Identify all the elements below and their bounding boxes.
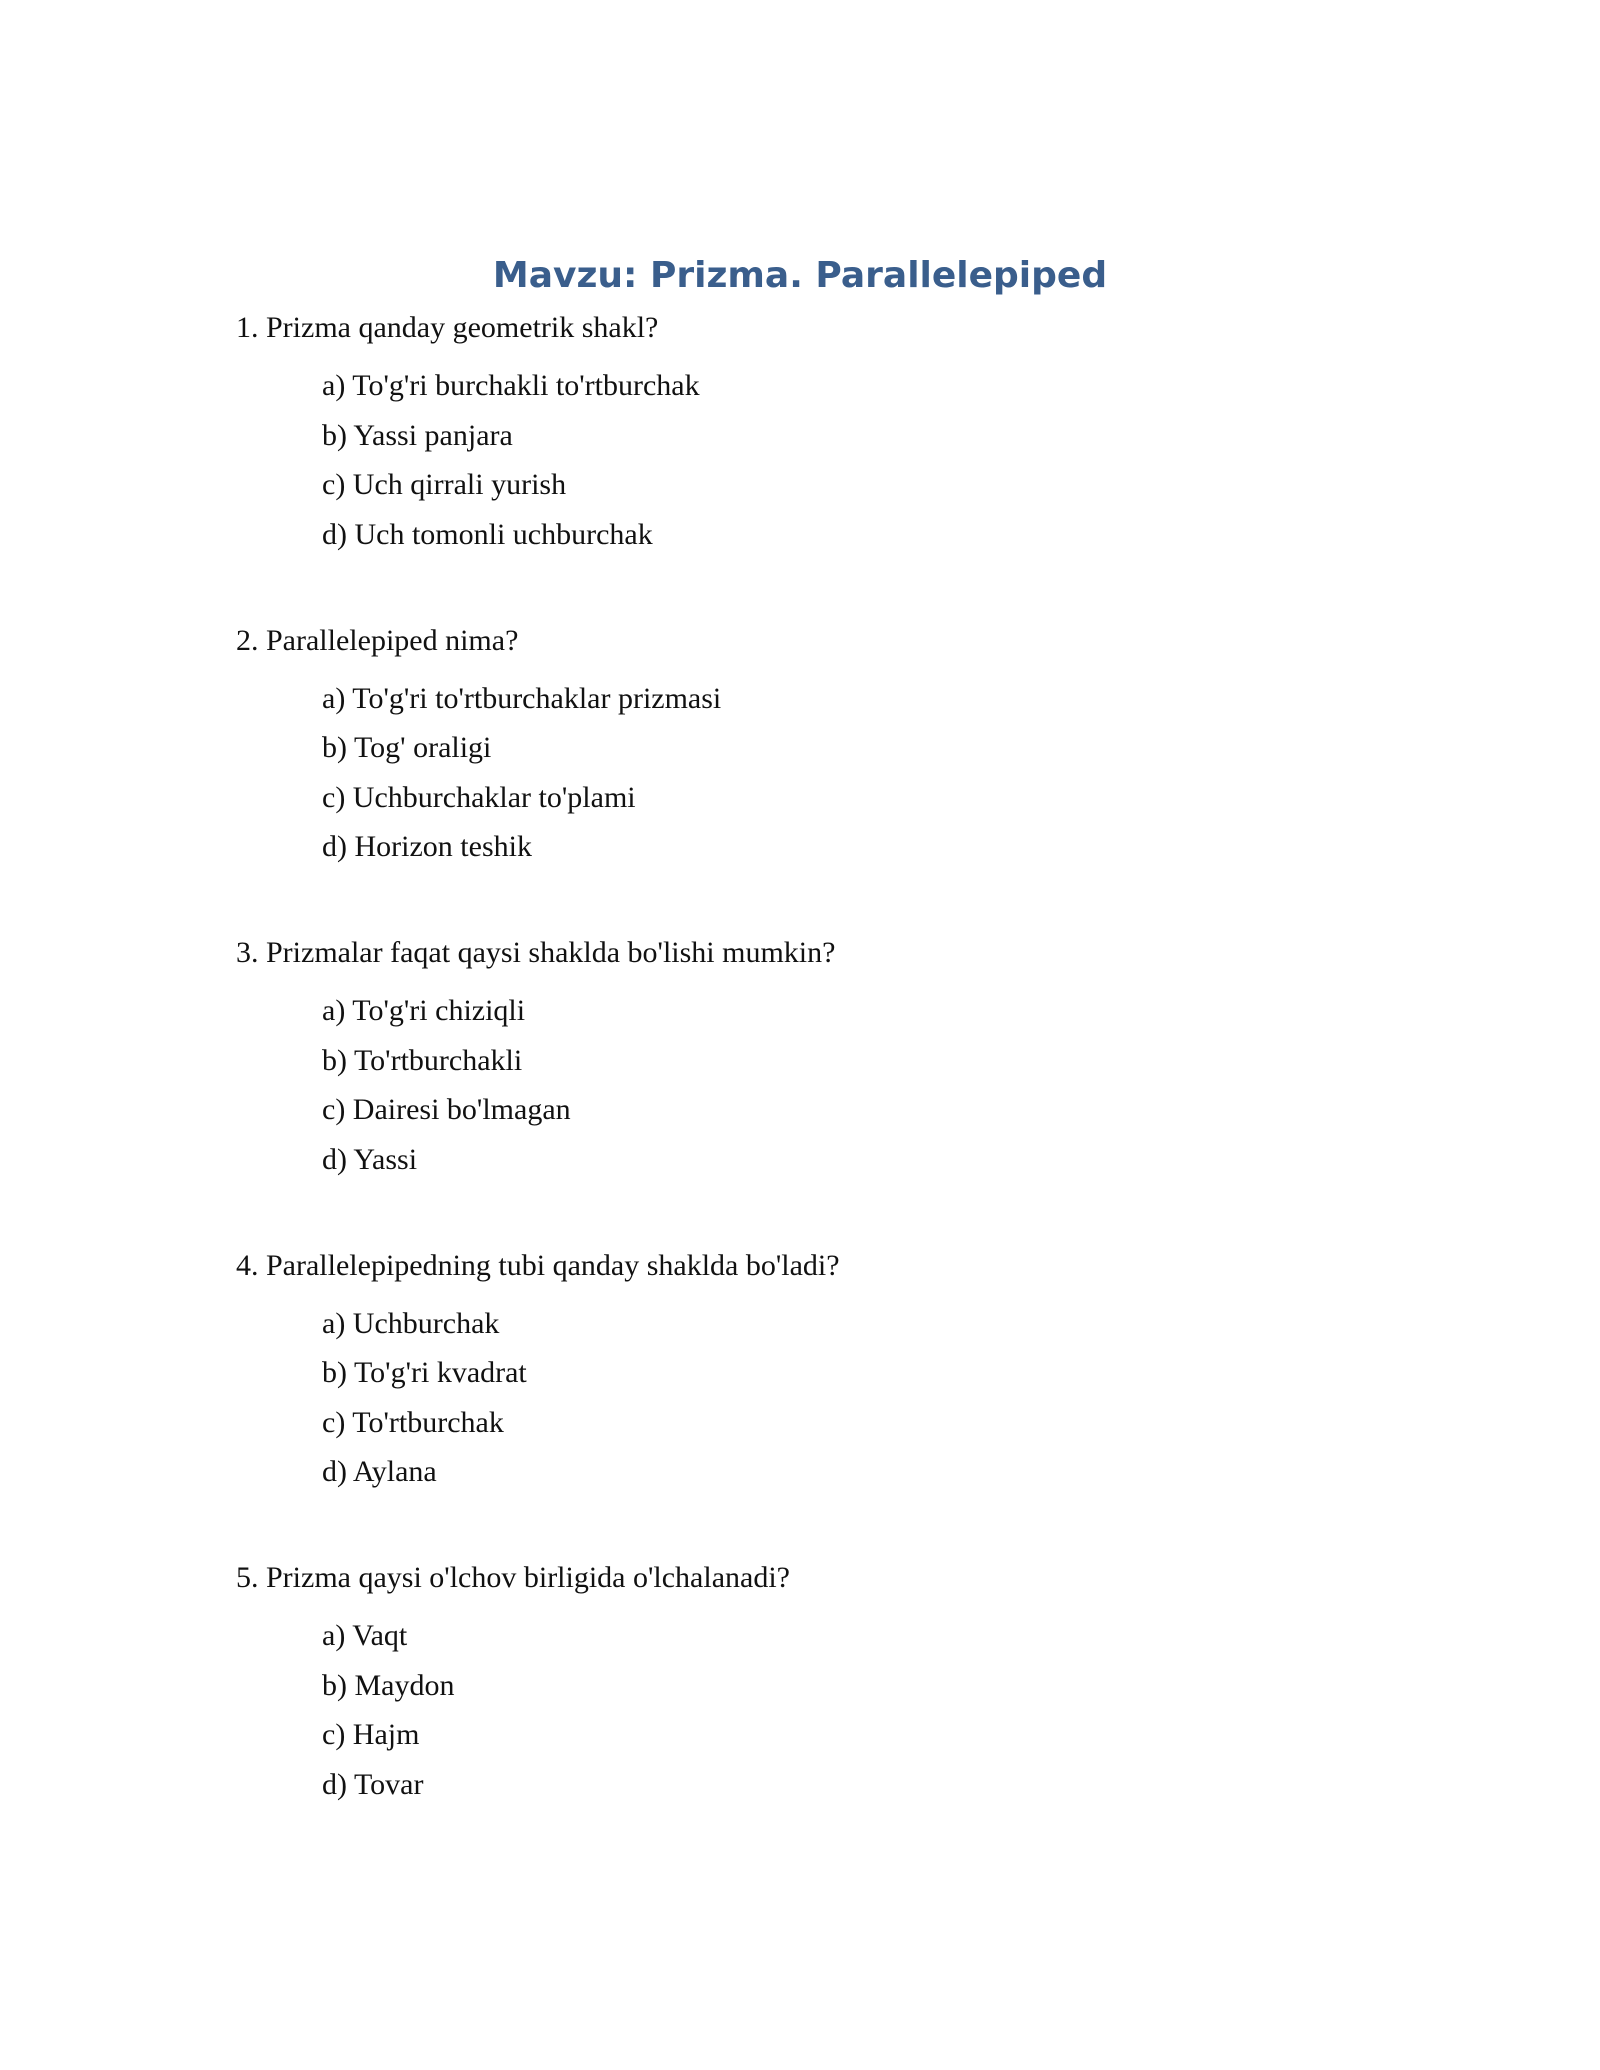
answer-option-b: b) Tog' oraligi [322,731,492,764]
question-text: 1. Prizma qanday geometrik shakl? [236,311,659,344]
answer-options [236,1616,1436,1805]
question-text: 5. Prizma qaysi o'lchov birligida o'lchalanadi? [236,1561,790,1594]
answer-options [236,991,1436,1180]
question-item [236,933,1436,1180]
question-text: 2. Parallelepiped nima? [236,623,519,657]
answer-options [236,1304,1436,1493]
answer-option-b: b) Yassi panjara [322,418,513,452]
answer-option-c: c) Uch qirrali yurish [322,468,567,501]
question-text: 4. Parallelepipedning tubi qanday shaklda bo'ladi? [236,1248,840,1282]
question-item [236,1246,1436,1493]
answer-option-d: d) Yassi [322,1142,418,1176]
answer-options [236,679,1436,868]
answer-option-d: d) Uch tomonli uchburchak [322,517,653,551]
answer-option-c: c) To'rtburchak [322,1405,504,1439]
answer-option-b: b) Maydon [322,1668,455,1702]
answer-option-d: d) Aylana [322,1455,437,1488]
answer-option-a: a) To'g'ri burchakli to'rtburchak [322,369,700,402]
question-item [236,1558,1436,1805]
answer-option-d: d) Tovar [322,1767,424,1801]
question-item [236,308,1436,555]
answer-option-a: a) To'g'ri to'rtburchaklar prizmasi [322,681,722,715]
answer-option-b: b) To'rtburchakli [322,1043,523,1077]
answer-option-a: a) To'g'ri chiziqli [322,994,526,1027]
question-text: 3. Prizmalar faqat qaysi shaklda bo'lishi mumkin? [236,936,836,969]
question-list [236,308,1436,1871]
answer-option-c: c) Dairesi bo'lmagan [322,1093,571,1126]
answer-option-b: b) To'g'ri kvadrat [322,1356,527,1389]
answer-option-d: d) Horizon teshik [322,830,532,863]
answer-option-a: a) Vaqt [322,1619,408,1652]
answer-option-c: c) Uchburchaklar to'plami [322,780,636,814]
question-item [236,621,1436,868]
page-title: Mavzu: Prizma. Parallelepiped [492,255,1108,296]
answer-option-a: a) Uchburchak [322,1306,500,1340]
answer-option-c: c) Hajm [322,1718,420,1751]
answer-options [236,366,1436,555]
